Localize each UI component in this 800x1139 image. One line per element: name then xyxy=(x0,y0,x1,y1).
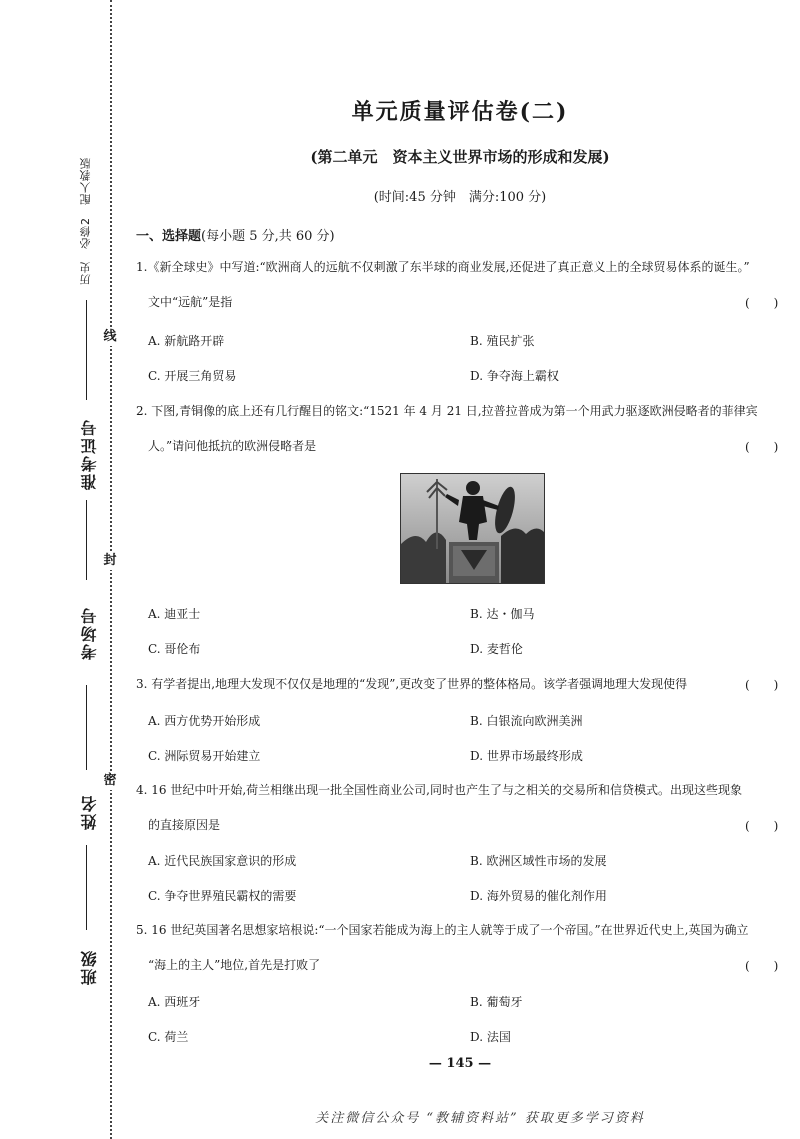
field-line-class[interactable] xyxy=(86,845,87,930)
question-4-option-b[interactable]: B. 欧洲区域性市场的发展 xyxy=(470,854,607,868)
field-label-room: 考场号 xyxy=(80,606,99,660)
field-line-name[interactable] xyxy=(86,685,87,770)
question-3-answer-slot[interactable]: ( ) xyxy=(745,678,779,692)
question-3-option-b[interactable]: B. 白银流向欧洲美洲 xyxy=(470,714,583,728)
section-note: (每小题 5 分,共 60 分) xyxy=(201,229,335,244)
question-4-line-2: 的直接原因是 xyxy=(148,818,221,832)
field-line-exam-id[interactable] xyxy=(86,300,87,400)
question-3-option-a[interactable]: A. 西方优势开始形成 xyxy=(148,714,261,728)
page-number: — 145 — xyxy=(428,1056,492,1071)
question-3-option-c[interactable]: C. 洲际贸易开始建立 xyxy=(148,749,261,763)
question-1-option-d[interactable]: D. 争夺海上霸权 xyxy=(470,369,559,383)
question-1-option-c[interactable]: C. 开展三角贸易 xyxy=(148,369,237,383)
field-label-exam-id: 准考证号 xyxy=(80,418,99,490)
section-heading xyxy=(136,225,335,244)
question-1-option-b[interactable]: B. 殖民扩张 xyxy=(470,334,535,348)
question-4-option-c[interactable]: C. 争夺世界殖民霸权的需要 xyxy=(148,889,297,903)
statue-image xyxy=(401,474,544,583)
question-3-option-d[interactable]: D. 世界市场最终形成 xyxy=(470,749,583,763)
question-1-answer-slot[interactable]: ( ) xyxy=(745,296,779,310)
question-5-option-b[interactable]: B. 葡萄牙 xyxy=(470,995,523,1009)
question-5-line-2: “海上的主人”地位,首先是打败了 xyxy=(148,958,321,972)
footer-note: 关注微信公众号 “教辅资料站” 获取更多学习资料 xyxy=(315,1111,645,1126)
question-1-option-a[interactable]: A. 新航路开辟 xyxy=(148,334,225,348)
question-5-option-c[interactable]: C. 荷兰 xyxy=(148,1030,189,1044)
time-info: (时间:45 分钟 满分:100 分) xyxy=(373,190,547,205)
question-2-line-1: 2. 下图,青铜像的底上还有几行醒目的铭文:“1521 年 4 月 21 日,拉普拉普成为第一个用武力驱逐欧洲侵略者的菲律宾 xyxy=(136,404,758,418)
field-label-class: 班级 xyxy=(80,949,99,985)
page-subtitle: (第二单元 资本主义世界市场的形成和发展) xyxy=(310,148,610,166)
question-5-answer-slot[interactable]: ( ) xyxy=(745,959,779,973)
binding-mark-mi: 密 xyxy=(103,773,117,788)
question-2-option-a[interactable]: A. 迪亚士 xyxy=(148,607,201,621)
question-3-line-1: 3. 有学者提出,地理大发现不仅仅是地理的“发现”,更改变了世界的整体格局。该学者强调地理大发现使得 xyxy=(136,677,688,691)
question-4-option-d[interactable]: D. 海外贸易的催化剂作用 xyxy=(470,889,607,903)
question-4-option-a[interactable]: A. 近代民族国家意识的形成 xyxy=(148,854,297,868)
question-1-line-2: 文中“远航”是指 xyxy=(148,295,233,309)
question-2-option-d[interactable]: D. 麦哲伦 xyxy=(470,642,523,656)
binding-mark-feng: 封 xyxy=(103,553,117,568)
question-2-answer-slot[interactable]: ( ) xyxy=(745,440,779,454)
question-4-line-1: 4. 16 世纪中叶开始,荷兰相继出现一批全国性商业公司,同时也产生了与之相关的交易所和信贷模式。出现这些现象 xyxy=(136,783,742,797)
question-2-line-2: 人。”请问他抵抗的欧洲侵略者是 xyxy=(148,439,317,453)
question-2-option-b[interactable]: B. 达・伽马 xyxy=(470,607,535,621)
question-1-line-1: 1.《新全球史》中写道:“欧洲商人的远航不仅刺激了东半球的商业发展,还促进了真正意义上的全球贸易体系的诞生。” xyxy=(136,260,750,274)
field-line-room[interactable] xyxy=(86,500,87,580)
question-5-option-d[interactable]: D. 法国 xyxy=(470,1030,511,1044)
page-title: 单元质量评估卷(二) xyxy=(351,99,569,125)
field-label-name: 姓名 xyxy=(80,794,99,830)
statue-photo xyxy=(400,473,545,584)
question-4-answer-slot[interactable]: ( ) xyxy=(745,819,779,833)
binding-mark-xian: 线 xyxy=(103,329,117,344)
question-5-option-a[interactable]: A. 西班牙 xyxy=(148,995,201,1009)
edition-label: 历史 必修2 配人教版 xyxy=(79,157,92,285)
question-5-line-1: 5. 16 世纪英国著名思想家培根说:“一个国家若能成为海上的主人就等于成了一个帝国。”在世界近代史上,英国为确立 xyxy=(136,923,749,937)
section-title: 一、选择题 xyxy=(136,229,202,244)
question-2-option-c[interactable]: C. 哥伦布 xyxy=(148,642,201,656)
